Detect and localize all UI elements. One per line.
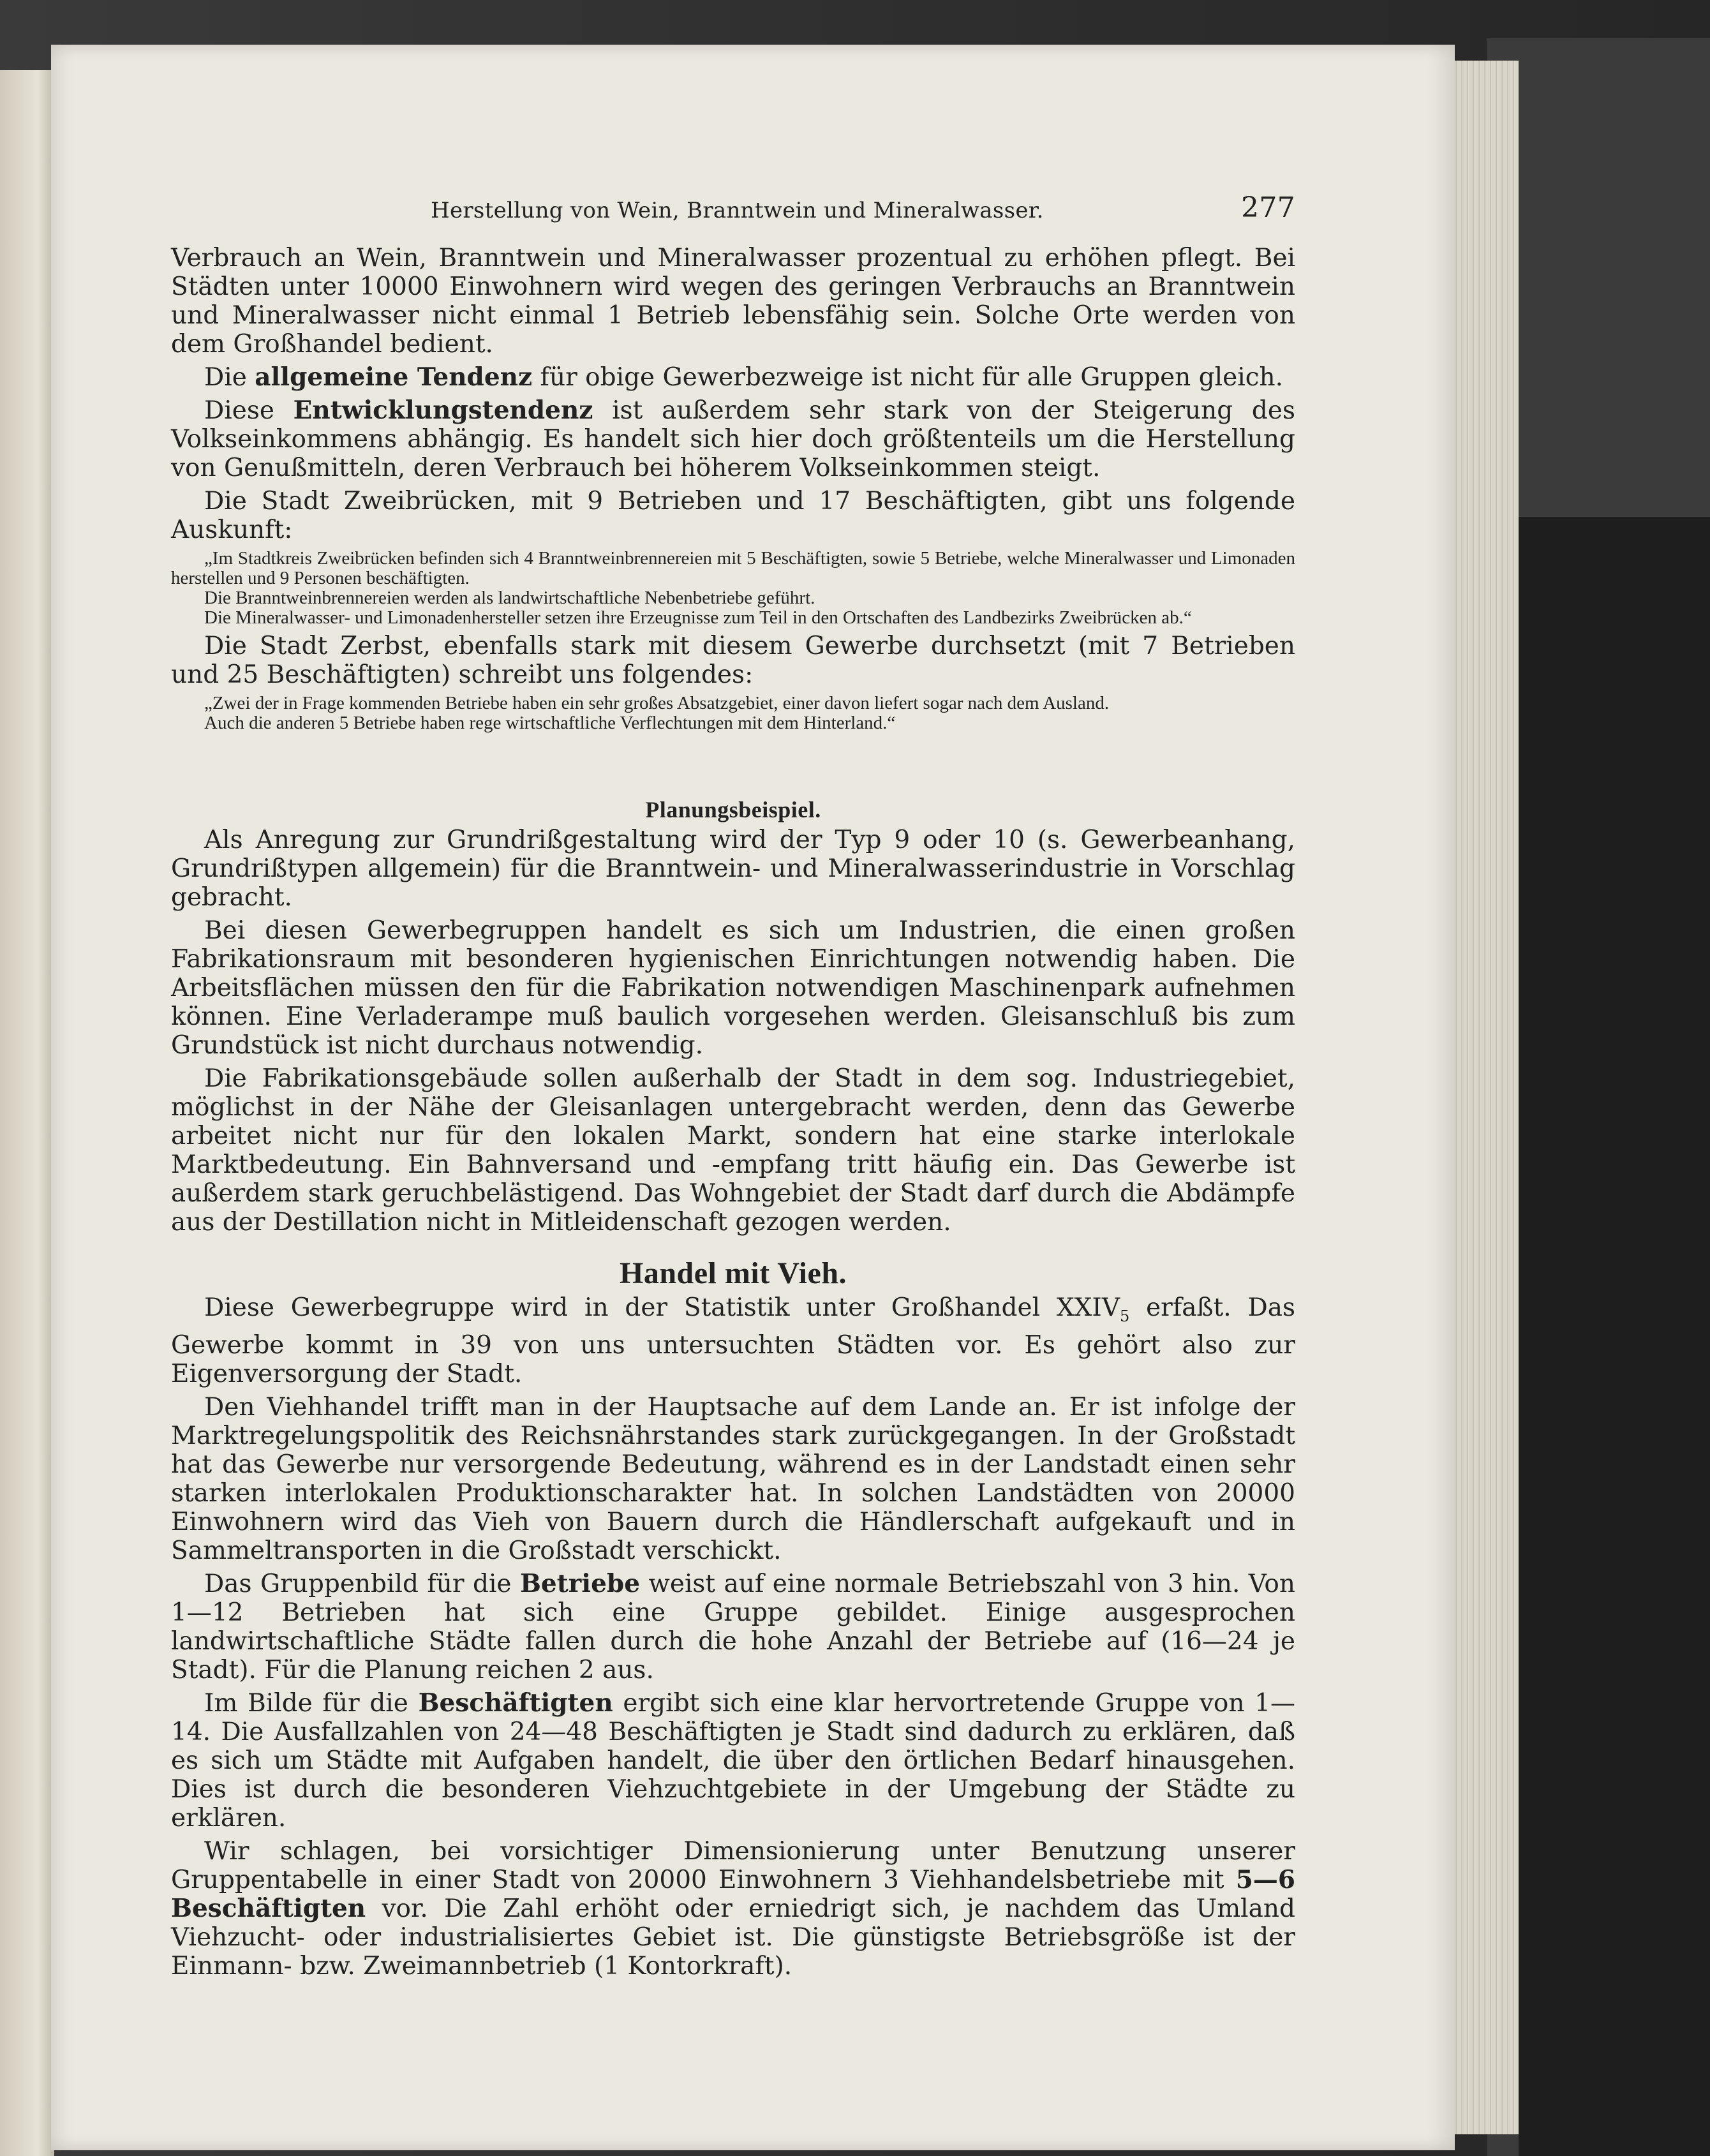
paragraph: Den Viehhandel trifft man in der Hauptsache auf dem Lande an. Er ist infolge der Marktregelungspolitik des Reichsnährstandes stark zurückgegangen. In der Großstadt hat das Gewerbe nur versorgende Bedeutung, während es in der Landstadt einen sehr starken interlokalen Produktionscharakter hat. In solchen Landstädten von 20000 Einwohnern wird das Vieh von Bauern durch die Händlerschaft aufgekauft und in Sammeltransporten in die Großstadt verschickt. — [171, 1392, 1295, 1565]
section-heading: Handel mit Vieh. — [619, 1256, 847, 1290]
planung-section — [171, 796, 1295, 1241]
paragraph: Diese Entwicklungstendenz ist außerdem sehr stark von der Steigerung des Volkseinkommens abhängig. Es handelt sich hier doch größtenteils um die Herstellung von Genußmitteln, deren Verbrauch bei höherem Volkseinkommen steigt. — [171, 396, 1295, 482]
subscript: 5 — [1120, 1307, 1130, 1325]
page-number: 277 — [1241, 191, 1295, 224]
paragraph: Im Bilde für die Beschäftigten ergibt sich eine klar hervortretende Gruppe von 1—14. Die Ausfallzahlen von 24—48 Beschäftigten je Stadt sind dadurch zu erklären, daß es sich um Städte mit Aufgaben handelt, die über den örtlichen Bedarf hinausgehen. Dies ist durch die besonderen Viehzuchtgebiete in der Umgebung der Städte zu erklären. — [171, 1688, 1296, 1833]
emphasis: allgemeine Tendenz — [255, 362, 533, 392]
emphasis: Beschäftigten — [418, 1688, 613, 1718]
paragraph: Die Stadt Zweibrücken, mit 9 Betrieben und 17 Beschäftigten, gibt uns folgende Auskunft: — [171, 487, 1295, 544]
running-header — [431, 191, 1295, 224]
paragraph: Bei diesen Gewerbegruppen handelt es sich um Industrien, die einen großen Fabrikationsraum mit besonderen hygienischen Einrichtungen notwendig haben. Die Arbeitsflächen müssen den für die Fabrikation notwendigen Maschinenpark aufnehmen können. Eine Verladerampe muß baulich vorgesehen werden. Gleisanschluß bis zum Grundstück ist nicht durchaus notwendig. — [171, 916, 1295, 1060]
section-subheading: Planungsbeispiel. — [645, 797, 821, 822]
quote-line: „Zwei der in Frage kommenden Betriebe haben ein sehr großes Absatzgebiet, einer davon liefert sogar nach dem Ausland. — [204, 693, 1110, 713]
quote-line: Auch die anderen 5 Betriebe haben rege wirtschaftliche Verflechtungen mit dem Hinterland.“ — [204, 713, 896, 733]
quote-line: Die Mineralwasser- und Limonadenhersteller setzen ihre Erzeugnisse zum Teil in den Ortschaften des Landbezirks Zweibrücken ab.“ — [204, 607, 1192, 628]
paragraph: Die Fabrikationsgebäude sollen außerhalb der Stadt in dem sog. Industriegebiet, möglichst in der Nähe der Gleisanlagen untergebracht werden, denn das Gewerbe arbeitet nicht nur für den lokalen Markt, sondern hat eine starke interlokale Marktbedeutung. Ein Bahnversand und -empfang tritt häufig ein. Das Gewerbe ist außerdem stark geruchbelästigend. Das Wohngebiet der Stadt darf durch die Abdämpfe aus der Destillation nicht in Mitleidenschaft gezogen werden. — [171, 1064, 1295, 1237]
emphasis: Entwicklungstendenz — [293, 396, 593, 425]
emphasis: Betriebe — [519, 1568, 641, 1598]
facing-page-edge — [0, 70, 54, 2156]
book-page — [51, 45, 1455, 2150]
paragraph: Das Gruppenbild für die Betriebe weist auf eine normale Betriebszahl von 3 hin. Von 1—12 Betrieben hat sich eine Gruppe gebildet. Einige ausgesprochen landwirtschaftliche Städte fallen durch die hohe Anzahl der Betriebe auf (16—24 je Stadt). Für die Planung reichen 2 aus. — [171, 1568, 1295, 1684]
quote-line: Die Branntweinbrennereien werden als landwirtschaftliche Nebenbetriebe geführt. — [204, 588, 815, 608]
paragraph: Als Anregung zur Grundrißgestaltung wird der Typ 9 oder 10 (s. Gewerbeanhang, Grundrißtypen allgemein) für die Branntwein- und Mineralwasserindustrie in Vorschlag gebracht. — [171, 826, 1295, 912]
running-title: Herstellung von Wein, Branntwein und Mineralwasser. — [431, 198, 1044, 223]
vieh-section — [171, 1256, 1295, 1985]
paragraph: Die Stadt Zerbst, ebenfalls stark mit diesem Gewerbe durchsetzt (mit 7 Betrieben und 25 Beschäftigten) schreibt uns folgendes: — [171, 632, 1295, 689]
paragraph: Diese Gewerbegruppe wird in der Statistik unter Großhandel $XXIV_5$ erfaßt. Das Gewerbe kommt in 39 von uns untersuchten Städten vor. Es gehört also zur Eigenversorgung der Stadt. — [171, 1293, 1295, 1388]
intro-section — [171, 244, 1295, 733]
quote-line: „Im Stadtkreis Zweibrücken befinden sich 4 Branntweinbrennereien mit 5 Beschäftigten, sowie 5 Betriebe, welche Mineralwasser und Limonaden herstellen und 9 Personen beschäftigten. — [171, 548, 1295, 588]
emphasis: 5—6 Beschäftigten — [171, 1864, 1295, 1923]
paragraph: Die allgemeine Tendenz für obige Gewerbezweige ist nicht für alle Gruppen gleich. — [204, 362, 1284, 392]
book-cover-lower — [1519, 517, 1710, 2156]
paragraph: Wir schlagen, bei vorsichtiger Dimensionierung unter Benutzung unserer Gruppentabelle in einer Stadt von 20000 Einwohnern 3 Viehhandelsbetriebe mit 5—6 Beschäftigten vor. Die Zahl erhöht oder erniedrigt sich, je nachdem das Umland Viehzucht- oder industrialisiertes Gebiet ist. Die günstigste Betriebsgröße ist der Einmann- bzw. Zweimannbetrieb (1 Kontorkraft). — [171, 1836, 1295, 1981]
paragraph: Verbrauch an Wein, Branntwein und Mineralwasser prozentual zu erhöhen pflegt. Bei Städten unter 10000 Einwohnern wird wegen des geringen Verbrauchs an Branntwein und Mineralwasser nicht einmal 1 Betrieb lebensfähig sein. Solche Orte werden von dem Großhandel bedient. — [171, 244, 1295, 359]
